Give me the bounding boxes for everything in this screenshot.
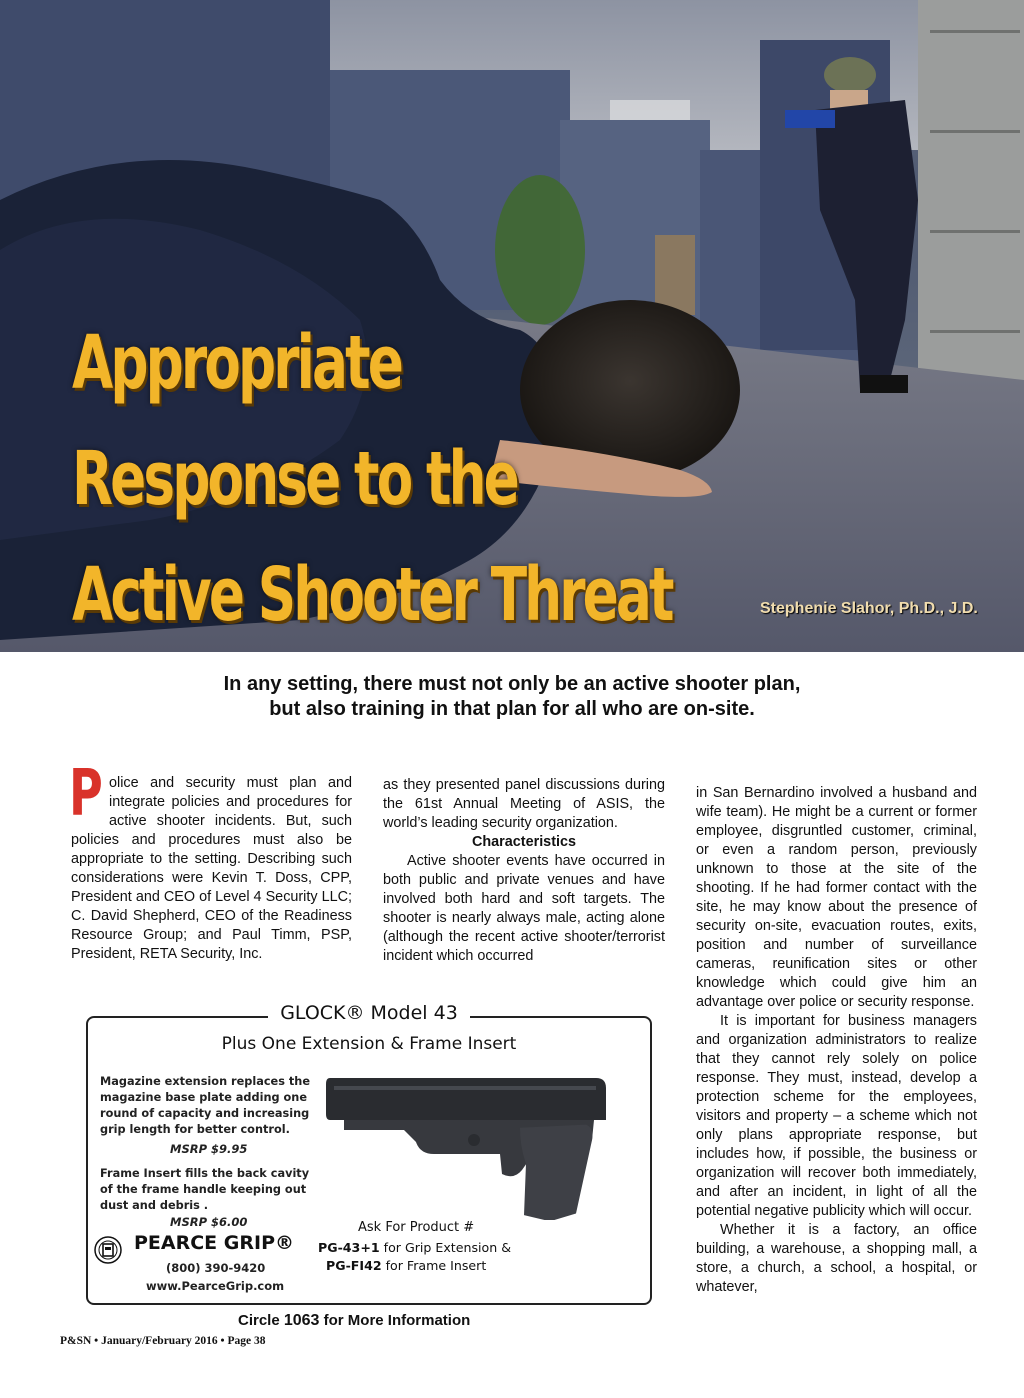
ad-magazine-extension-text: Magazine extension replaces the magazine base plate adding one round of capacity and increasing grip length for better control. — [100, 1075, 310, 1136]
glock-advertisement — [86, 1002, 652, 1305]
article-paragraph: as they presented panel discussions during the 61st Annual Meeting of ASIS, the world’s leading security organization. — [383, 777, 665, 831]
article-column-1 — [69, 757, 352, 964]
article-paragraph: in San Bernardino involved a husband and wife team). He might be a current or former employee, disgruntled customer, criminal, or even a random person, previously unknown to those at the site of the shooting. If he had former contact with the site, he may know about the presence of security on-site, evacuation routes, exits, position and number of surveillance cameras, reunification sites or other knowledge which could give him an advantage over police or security response. — [696, 785, 977, 1010]
ad-product-2 — [326, 1258, 486, 1273]
ad-brand-name: PEARCE GRIP® — [134, 1232, 294, 1254]
ad-website: www.PearceGrip.com — [146, 1279, 285, 1293]
circle-prefix: Circle — [238, 1312, 284, 1329]
headline-line-1: Appropriate — [72, 320, 401, 406]
circle-number: 1063 — [283, 1312, 320, 1329]
circle-suffix: for More Information — [319, 1312, 471, 1329]
deck-line-1: In any setting, there must not only be an active shooter plan, — [223, 673, 801, 695]
ad-price-insert: MSRP $6.00 — [170, 1215, 248, 1229]
ad-product-2-code: PG-FI42 — [326, 1258, 382, 1273]
section-subhead: Characteristics — [472, 834, 576, 850]
article-column-3 — [696, 784, 977, 1297]
headline-line-2: Response to the — [72, 436, 517, 522]
ad-price-extension: MSRP $9.95 — [170, 1142, 248, 1156]
ad-subtitle: Plus One Extension & Frame Insert — [221, 1034, 517, 1054]
drop-cap: P — [69, 757, 103, 831]
ad-frame-insert-text: Frame Insert fills the back cavity of the frame handle keeping out dust and debris . — [100, 1167, 310, 1212]
ad-title — [88, 1002, 650, 1024]
byline: Stephenie Slahor, Ph.D., J.D. — [760, 600, 978, 617]
article-lead-paragraph: olice and security must plan and integrate policies and procedures for active shooter incidents. But, such policies and procedures must also be appropriate to the setting. Describing such considerations were Kevin T. Doss, CPP, President and CEO of Level 4 Security LLC; C. David Shepherd, CEO of the Readiness Resource Group; and Paul Timm, PSP, President, RETA Security, Inc. — [71, 775, 352, 962]
article-paragraph: It is important for business managers and organization administrators to realize that they cannot rely solely on police response. They must, instead, develop a protection scheme for the employees, visitors and property – a scheme which not only plans appropriate response, but includes how, if possible, the business or organization will recover both immediately, and after an incident, in light of all the potential negative publicity which will occur. — [696, 1013, 977, 1219]
ad-ask-product: Ask For Product # — [358, 1220, 475, 1235]
ad-title-text: GLOCK® Model 43 — [268, 1002, 470, 1024]
ad-phone: (800) 390-9420 — [166, 1261, 266, 1275]
page-footer: P&SN • January/February 2016 • Page 38 — [60, 1335, 266, 1347]
glock-pistol-image — [324, 1070, 624, 1220]
reader-service-line — [238, 1312, 470, 1330]
article-paragraph: Whether it is a factory, an office building, a warehouse, a shopping mall, a store, a church, a school, a hospital, or whatever, — [696, 1222, 977, 1295]
ad-product-1 — [318, 1240, 511, 1255]
headline — [72, 305, 672, 652]
article-deck — [0, 672, 1024, 722]
ad-product-2-desc: for Frame Insert — [381, 1258, 487, 1273]
hero-photo — [0, 0, 1024, 652]
ad-product-1-code: PG-43+1 — [318, 1240, 380, 1255]
article-column-2 — [383, 776, 665, 966]
deck-line-2: but also training in that plan for all who are on-site. — [269, 698, 755, 720]
pearce-grip-logo-icon — [94, 1236, 122, 1264]
article-paragraph: Active shooter events have occurred in both public and private venues and have involved both hard and soft targets. The shooter is nearly always male, acting alone (although the recent active shooter/terrorist incident which occurred — [383, 853, 665, 964]
ad-product-1-desc: for Grip Extension & — [379, 1240, 512, 1255]
headline-line-3: Active Shooter Threat — [72, 552, 672, 638]
